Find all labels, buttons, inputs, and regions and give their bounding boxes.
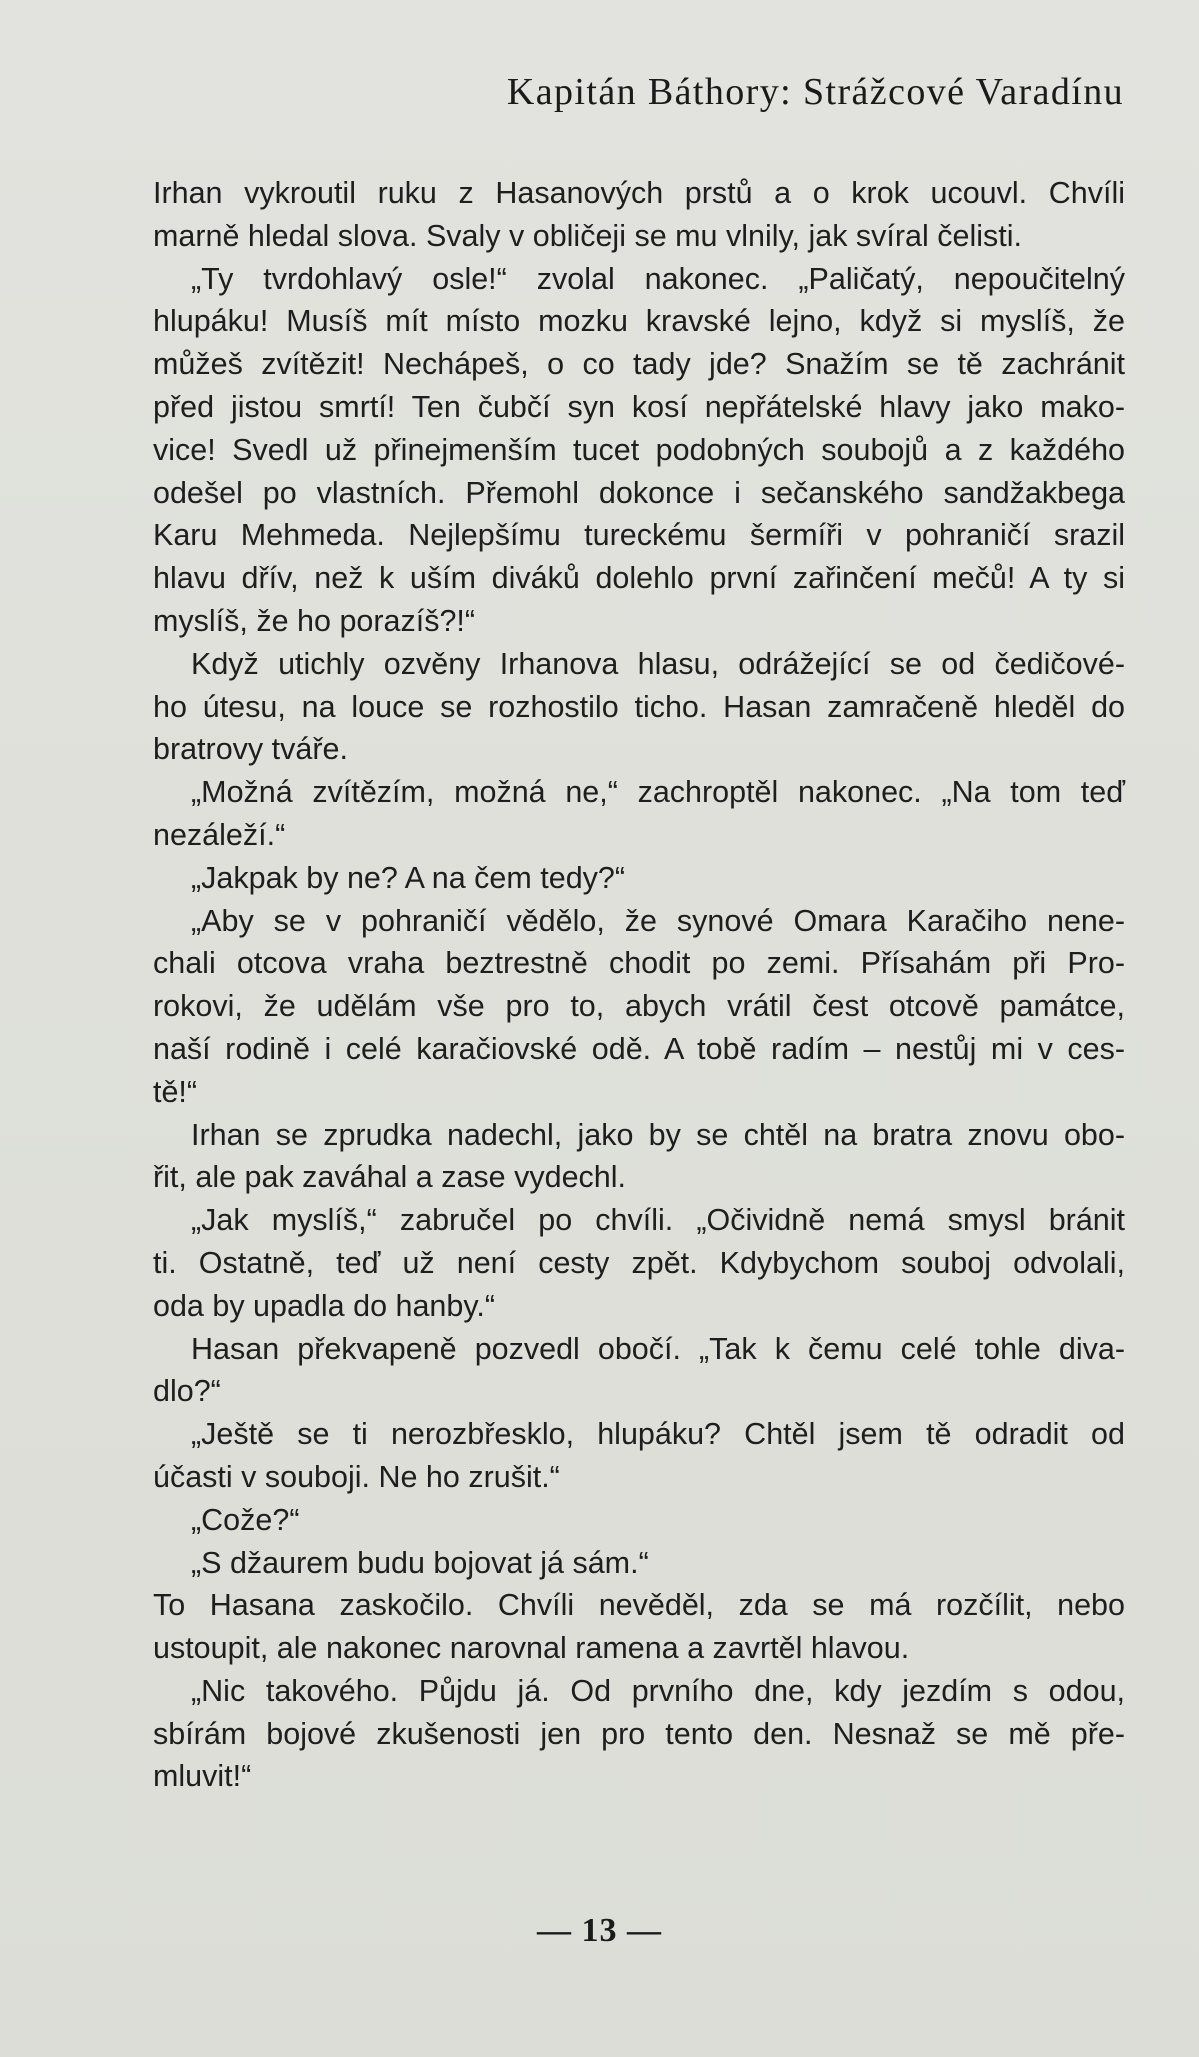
body-text	[153, 172, 1125, 1798]
text-line: „Nic takového. Půjdu já. Od prvního dne, kdy jezdím s odou,	[191, 1673, 1125, 1708]
text-line: „Jakpak by ne? A na čem tedy?“	[191, 860, 626, 895]
running-title: Kapitán Báthory: Strážcové Varadínu	[506, 71, 1124, 113]
text-line: hlavu dřív, než k uším diváků dolehlo první zařinčení mečů! A ty si	[153, 561, 1125, 596]
text-line: „Ještě se ti nerozbřesklo, hlupáku? Chtěl jsem tě odradit od	[191, 1417, 1125, 1452]
text-line: řit, ale pak zaváhal a zase vydechl.	[153, 1160, 627, 1195]
text-line: myslíš, že ho porazíš?!“	[153, 603, 476, 638]
text-line: nezáleží.“	[153, 817, 286, 852]
text-line: „Aby se v pohraničí vědělo, že synové Omara Karačiho nene-	[191, 903, 1125, 938]
text-line: tě!“	[153, 1074, 198, 1109]
text-line: Hasan překvapeně pozvedl obočí. „Tak k čemu celé tohle diva-	[191, 1331, 1125, 1366]
text-line: „Ty tvrdohlavý osle!“ zvolal nakonec. „Paličatý, nepoučitelný	[191, 261, 1125, 296]
text-line: před jistou smrtí! Ten čubčí syn kosí nepřátelské hlavy jako mako-	[153, 389, 1125, 424]
text-line: dlo?“	[153, 1374, 221, 1409]
text-line: „Jak myslíš,“ zabručel po chvíli. „Očividně nemá smysl bránit	[191, 1203, 1125, 1238]
text-line: oda by upadla do hanby.“	[153, 1288, 495, 1323]
text-line: „Cože?“	[191, 1502, 300, 1537]
text-line: můžeš zvítězit! Nechápeš, o co tady jde? Snažím se tě zachránit	[153, 347, 1125, 382]
page-number: — 13 —	[537, 1912, 662, 1949]
text-line: Když utichly ozvěny Irhanova hlasu, odrážející se od čedičové-	[191, 646, 1125, 681]
text-line: Karu Mehmeda. Nejlepšímu tureckému šermíři v pohraničí srazil	[153, 518, 1125, 553]
text-line: odešel po vlastních. Přemohl dokonce i sečanského sandžakbega	[153, 475, 1125, 510]
text-line: „Možná zvítězím, možná ne,“ zachroptěl nakonec. „Na tom teď	[191, 775, 1125, 810]
text-line: Irhan se zprudka nadechl, jako by se chtěl na bratra znovu obo-	[191, 1117, 1125, 1152]
text-line: ti. Ostatně, teď už není cesty zpět. Kdybychom souboj odvolali,	[153, 1245, 1125, 1280]
text-line: sbírám bojové zkušenosti jen pro tento den. Nesnaž se mě pře-	[153, 1716, 1125, 1751]
text-line: bratrovy tváře.	[153, 732, 348, 767]
text-line: ho útesu, na louce se rozhostilo ticho. Hasan zamračeně hleděl do	[153, 689, 1125, 724]
text-line: To Hasana zaskočilo. Chvíli nevěděl, zda se má rozčílit, nebo	[153, 1588, 1125, 1623]
text-line: mluvit!“	[153, 1759, 252, 1794]
text-line: ustoupit, ale nakonec narovnal ramena a zavrtěl hlavou.	[153, 1631, 910, 1666]
text-line: hlupáku! Musíš mít místo mozku kravské lejno, když si myslíš, že	[153, 304, 1125, 339]
text-line: Irhan vykroutil ruku z Hasanových prstů a o krok ucouvl. Chvíli	[153, 176, 1125, 210]
text-line: „S džaurem budu bojovat já sám.“	[191, 1545, 649, 1580]
text-line: rokovi, že udělám vše pro to, abych vrátil čest otcově památce,	[153, 989, 1125, 1024]
text-line: marně hledal slova. Svaly v obličeji se mu vlnily, jak svíral čelisti.	[153, 218, 1022, 253]
text-line: účasti v souboji. Ne ho zrušit.“	[153, 1459, 560, 1494]
text-line: chali otcova vraha beztrestně chodit po zemi. Přísahám při Pro-	[153, 946, 1125, 981]
text-line: vice! Svedl už přinejmenším tucet podobných soubojů a z každého	[153, 432, 1125, 467]
text-line: naší rodině i celé karačiovské odě. A tobě radím – nestůj mi v ces-	[153, 1031, 1125, 1066]
